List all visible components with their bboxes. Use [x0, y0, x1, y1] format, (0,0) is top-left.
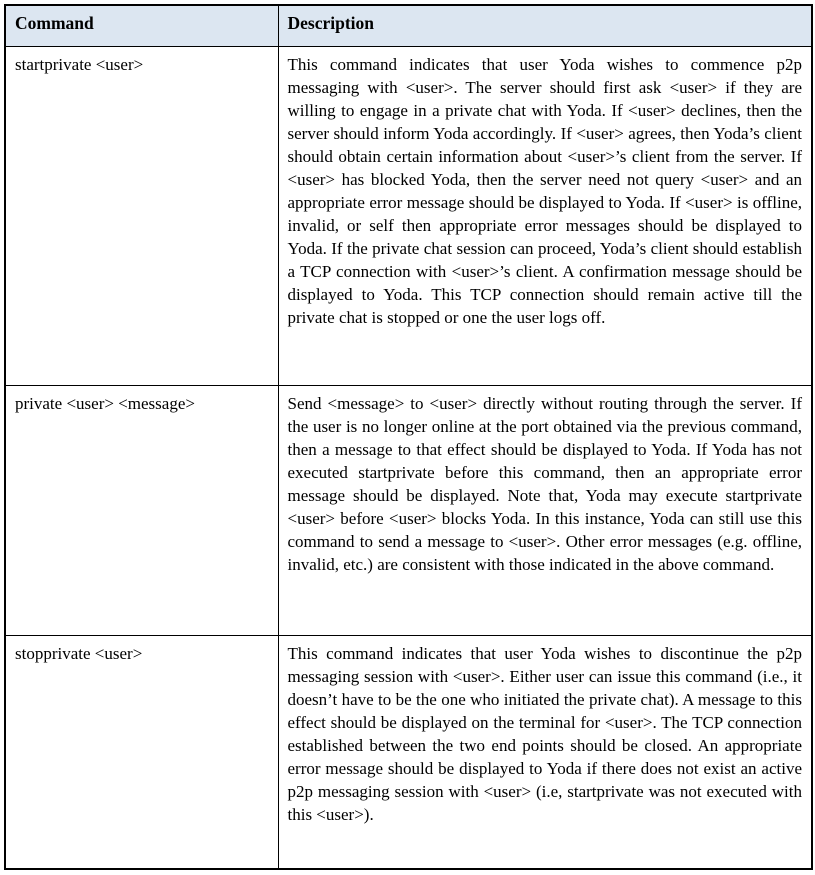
table-row	[5, 47, 812, 386]
description-cell-private: Send <message> to <user> directly without routing through the server. If the user is no longer online at the port obtained via the previous command, then a message to that effect should be displayed to Yoda. If Yoda has not executed startprivate before this command, then an appropriate error message should be displayed. Note that, Yoda may execute startprivate <user> before <user> blocks Yoda. In this instance, Yoda can still use this command to send a message to <user>. Other error messages (e.g. offline, invalid, etc.) are consistent with those indicated in the above command.	[278, 386, 812, 636]
command-description-table	[4, 4, 813, 870]
command-cell-private: private <user> <message>	[5, 386, 278, 636]
command-cell-startprivate: startprivate <user>	[5, 47, 278, 386]
description-cell-stopprivate: This command indicates that user Yoda wishes to discontinue the p2p messaging session with <user>. Either user can issue this command (i.e., it doesn’t have to be the one who initiated the private chat). A message to this effect should be displayed on the terminal for <user>. The TCP connection established between the two end points should be closed. An appropriate error message should be displayed to Yoda if there does not exist an active p2p messaging session with <user> (i.e, startprivate was not executed with this <user>).	[278, 636, 812, 869]
description-cell-startprivate: This command indicates that user Yoda wishes to commence p2p messaging with <user>. The server should first ask <user> if they are willing to engage in a private chat with Yoda. If <user> declines, then the server should inform Yoda accordingly. If <user> agrees, then Yoda’s client should obtain certain information about <user>’s client from the server. If <user> has blocked Yoda, then the server need not query <user> and an appropriate error message should be displayed to Yoda. If <user> is offline, invalid, or self then appropriate error messages should be displayed to Yoda. If the private chat session can proceed, Yoda’s client should establish a TCP connection with <user>’s client. A confirmation message should be displayed to Yoda. This TCP connection should remain active till the private chat is stopped or one the user logs off.	[278, 47, 812, 386]
command-cell-stopprivate: stopprivate <user>	[5, 636, 278, 869]
column-header-command: Command	[5, 5, 278, 47]
table-row	[5, 386, 812, 636]
table-row	[5, 636, 812, 869]
table-header-row	[5, 5, 812, 47]
column-header-description: Description	[278, 5, 812, 47]
